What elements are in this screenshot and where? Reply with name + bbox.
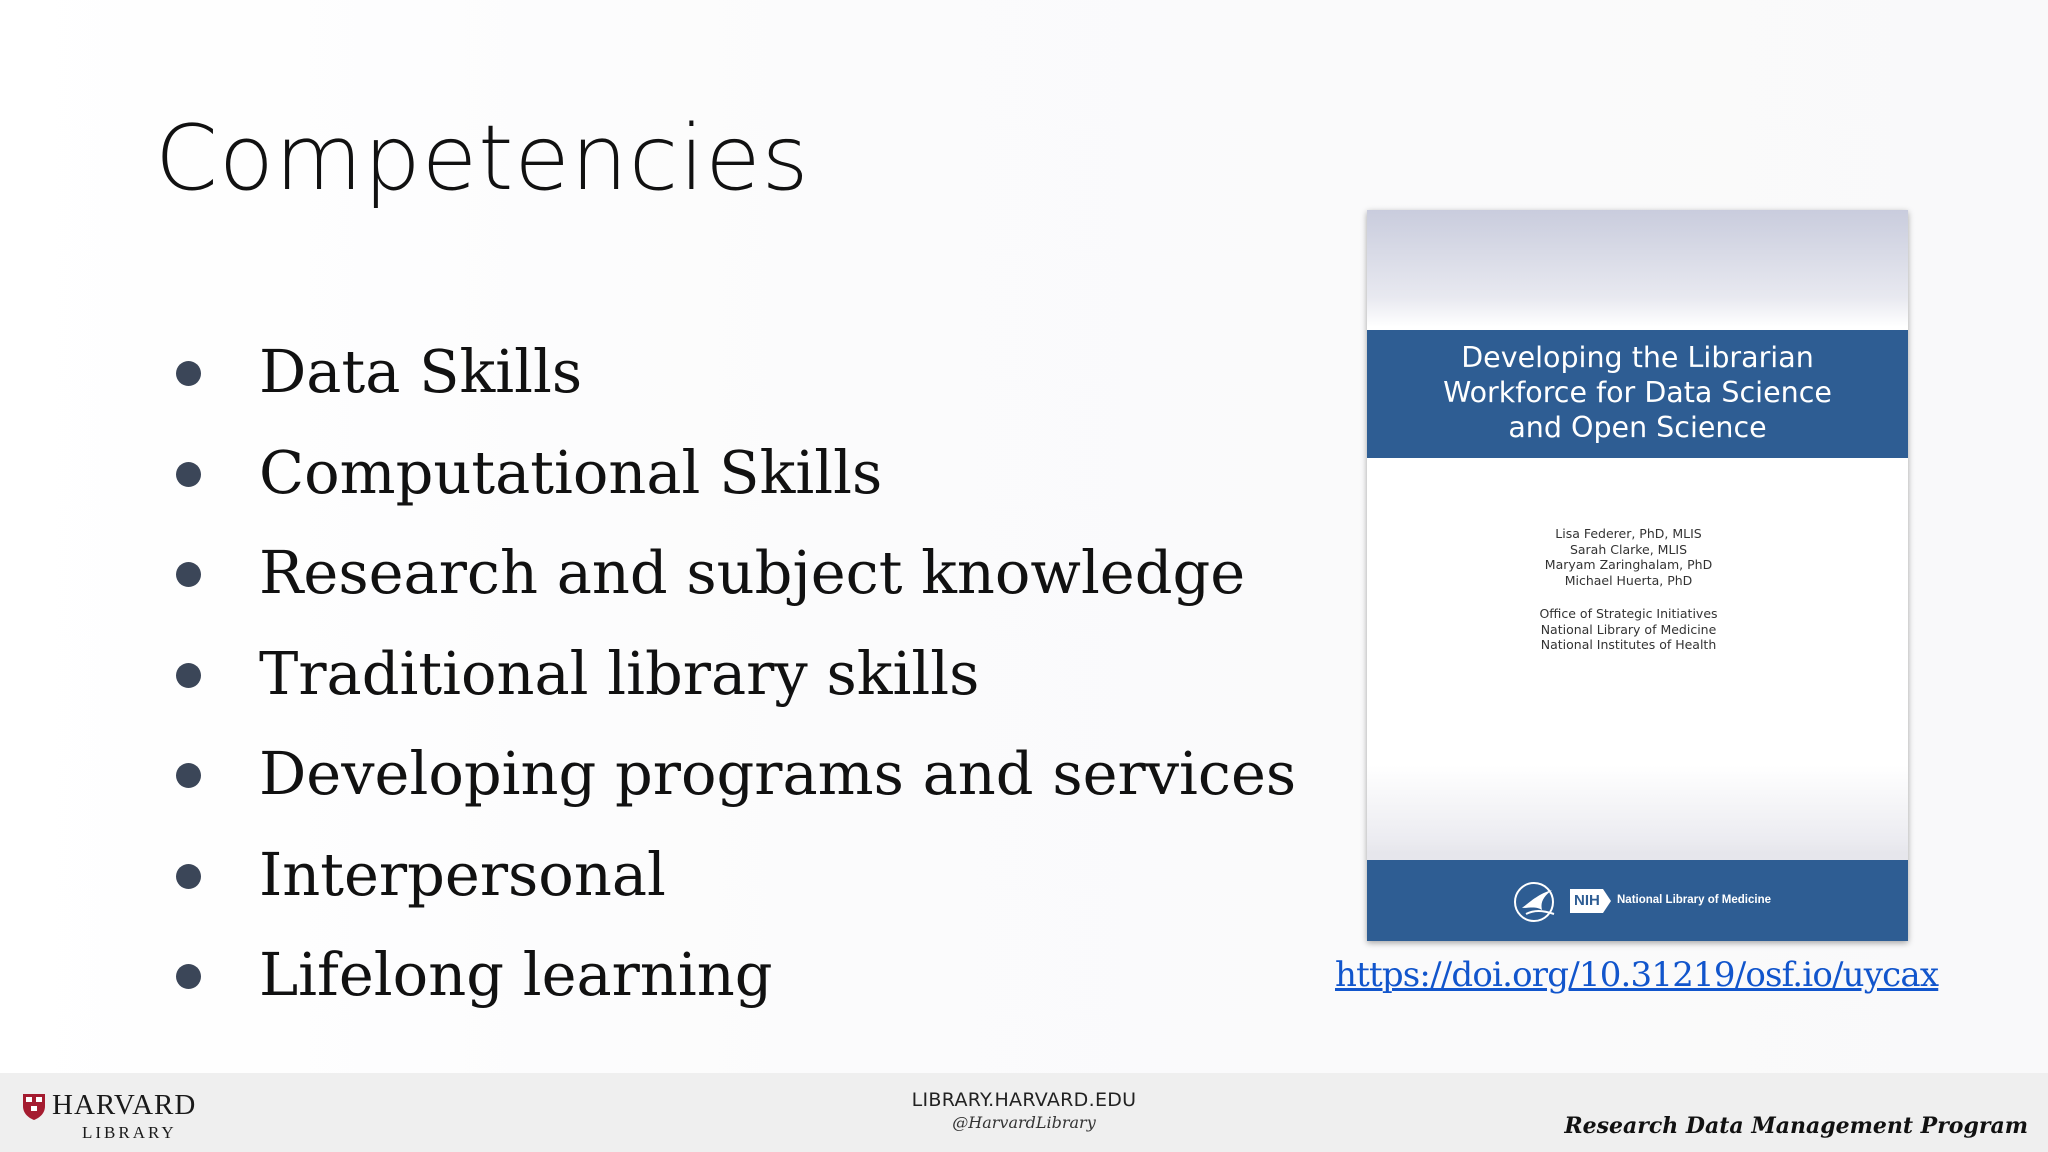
bullet-text: Developing programs and services xyxy=(259,739,1297,808)
bullet-icon xyxy=(176,763,201,788)
bullet-icon xyxy=(176,462,201,487)
cover-author: Michael Huerta, PhD xyxy=(1564,572,1693,588)
bullet-icon xyxy=(176,864,201,889)
bullet-text: Computational Skills xyxy=(259,437,883,507)
cover-title-line: and Open Science xyxy=(1508,411,1767,444)
nih-badge-text: NIH xyxy=(1570,889,1603,913)
hhs-eagle-icon xyxy=(1512,880,1562,924)
bullet-icon xyxy=(176,562,201,587)
program-name: Research Data Management Program xyxy=(1564,1113,2028,1139)
bullet-icon xyxy=(176,663,201,688)
cover-title-line: Workforce for Data Science xyxy=(1443,376,1832,409)
cover-organizations xyxy=(1367,606,1890,653)
bullet-text: Interpersonal xyxy=(259,839,666,909)
bullet-text: Data Skills xyxy=(259,337,583,406)
nih-arrow-icon xyxy=(1603,889,1611,913)
slide-title: Competencies xyxy=(155,106,810,211)
doi-link[interactable]: https://doi.org/10.31219/osf.io/uycax xyxy=(1335,955,1939,995)
footer-url: LIBRARY.HARVARD.EDU xyxy=(911,1089,1137,1111)
nlm-label: National Library of Medicine xyxy=(1617,894,1771,906)
cover-authors xyxy=(1367,526,1890,588)
footer-handle: @HarvardLibrary xyxy=(952,1113,1096,1132)
bullet-text: Traditional library skills xyxy=(259,638,980,708)
bullet-text: Lifelong learning xyxy=(259,940,773,1009)
harvard-wordmark: HARVARD xyxy=(52,1089,197,1121)
cover-org: National Institutes of Health xyxy=(1540,637,1717,652)
library-wordmark: LIBRARY xyxy=(82,1123,177,1142)
bullet-icon xyxy=(176,361,201,386)
cover-title-band xyxy=(1367,330,1908,458)
harvard-shield-icon xyxy=(22,1093,46,1121)
cover-footer-band xyxy=(1367,860,1908,941)
cover-org: National Library of Medicine xyxy=(1540,621,1717,637)
report-cover-image xyxy=(1367,210,1908,941)
cover-title-line: Developing the Librarian xyxy=(1461,341,1814,374)
cover-author: Maryam Zaringhalam, PhD xyxy=(1544,557,1713,572)
bullet-text: Research and subject knowledge xyxy=(259,538,1246,607)
bullet-icon xyxy=(176,964,201,989)
cover-org: Office of Strategic Initiatives xyxy=(1539,606,1718,621)
cover-author: Lisa Federer, PhD, MLIS xyxy=(1555,526,1702,541)
nih-logo xyxy=(1570,888,1614,914)
harvard-library-logo xyxy=(22,1087,202,1143)
cover-author: Sarah Clarke, MLIS xyxy=(1569,541,1688,557)
footer-bar xyxy=(0,1073,2048,1152)
